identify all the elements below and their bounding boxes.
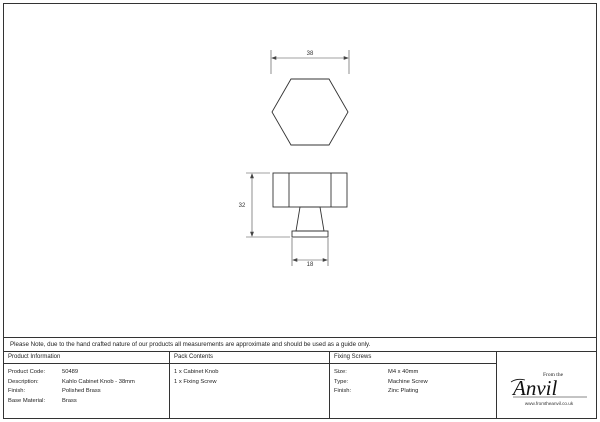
table-row: Type: Machine Screw	[334, 378, 428, 385]
table-row: Finish: Zinc Plating	[334, 388, 419, 394]
measurement-note: Please Note, due to the hand crafted nature of our products all measurements are approximate and should be used as a guide only.	[4, 337, 596, 351]
hexagon-top-view	[272, 79, 348, 145]
table-row: Description: Kahlo Cabinet Knob - 38mm	[8, 378, 135, 385]
technical-drawing	[4, 4, 598, 334]
table-row: Finish: Polished Brass	[8, 388, 101, 394]
knob-side-view	[273, 173, 347, 237]
svg-text:From the: From the	[543, 372, 564, 378]
fixing-screws-section	[330, 352, 497, 419]
side-height-label: 32	[238, 203, 246, 209]
fixing-screws-title: Fixing Screws	[330, 352, 496, 364]
svg-text:www.fromtheanvil.co.uk: www.fromtheanvil.co.uk	[524, 401, 574, 406]
product-information-rows	[4, 364, 169, 406]
table-row: Base Material: Brass	[8, 397, 77, 404]
list-item: 1 x Fixing Screw	[174, 378, 217, 385]
pack-contents-list	[170, 364, 329, 387]
from-the-anvil-logo	[497, 352, 596, 419]
fixing-screws-rows	[330, 364, 496, 397]
table-row: Size: M4 x 40mm	[334, 369, 419, 375]
pack-contents-title: Pack Contents	[170, 352, 329, 364]
product-information-title: Product Information	[4, 352, 169, 364]
product-information-section	[4, 352, 170, 419]
side-height-dimension	[246, 173, 290, 237]
list-item: 1 x Cabinet Knob	[174, 369, 219, 375]
technical-drawing-sheet	[3, 3, 597, 419]
table-row: Product Code: 50489	[8, 369, 79, 375]
svg-text:Anvil: Anvil	[513, 376, 558, 400]
info-table	[4, 351, 596, 419]
pack-contents-section	[170, 352, 330, 419]
base-width-label: 18	[306, 262, 314, 268]
top-width-label: 38	[306, 51, 314, 57]
